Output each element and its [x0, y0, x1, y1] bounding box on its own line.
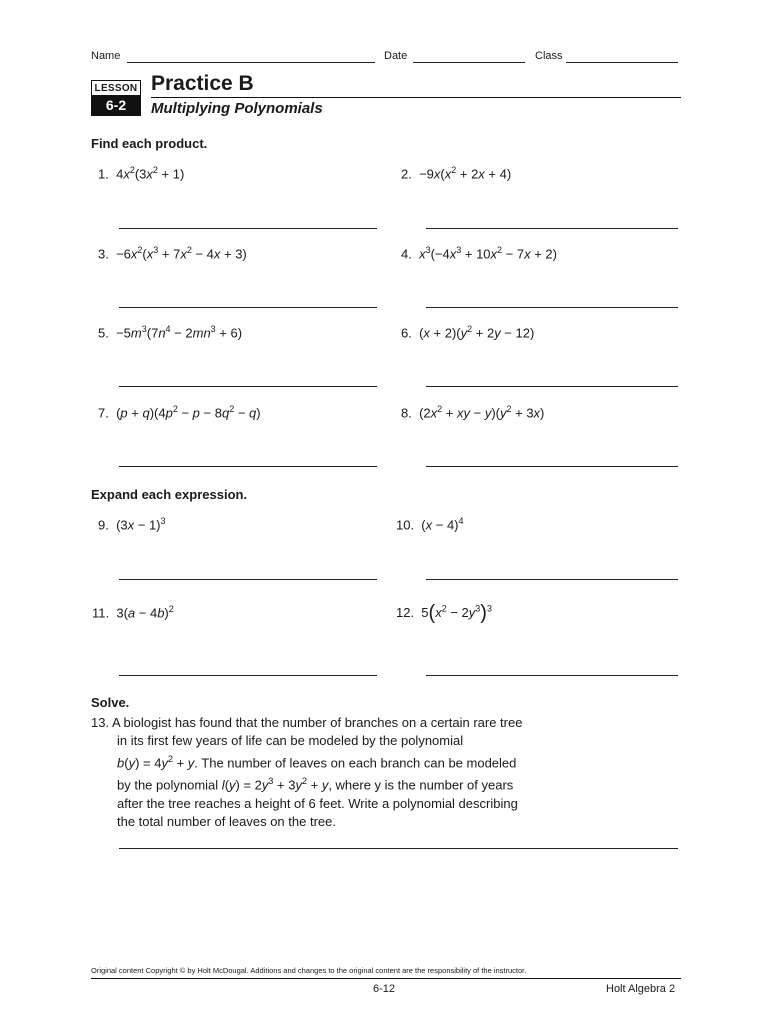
lesson-number: 6-2: [92, 95, 140, 115]
problem-number: 2.: [401, 166, 412, 182]
problem-13: [91, 714, 681, 831]
class-label: Class: [535, 50, 563, 62]
answer-line-2[interactable]: [426, 228, 678, 229]
problem-8: 8. ($2x^2$ + xy − $y)(y^2 + 3x)$: [401, 404, 545, 421]
answer-line-5[interactable]: [119, 386, 377, 387]
section-solve-heading: Solve.: [91, 695, 130, 710]
problem-13-line-1: A biologist has found that the number of branches on a certain rare tree: [111, 715, 523, 730]
problem-1: 1. $4x^2(3x^2 + 1)$: [98, 165, 185, 182]
name-label: Name: [91, 50, 121, 62]
answer-line-1[interactable]: [119, 228, 377, 229]
title-rule: [151, 97, 681, 98]
page-title: Practice B: [151, 72, 254, 95]
answer-line-11[interactable]: [119, 675, 377, 676]
problem-number: 9.: [98, 517, 109, 533]
lesson-badge: [91, 80, 141, 116]
problem-13-line-3-text: . The number of leaves on each branch can be modeled: [194, 755, 517, 771]
problem-7: 7. $(p + q)(4p^2 - p - 8q^2 - q)$: [98, 404, 261, 421]
problem-number: 12.: [396, 605, 415, 620]
problem-number: 11.: [92, 605, 110, 621]
answer-line-6[interactable]: [426, 386, 678, 387]
problem-number: 8.: [401, 405, 412, 421]
section-expand-heading: Expand each expression.: [91, 487, 248, 502]
problem-13-line-6: the total number of leaves on the tree.: [117, 813, 336, 829]
book-title: Holt Algebra 2: [606, 983, 676, 995]
problem-10: 10. $(x - 4)^4$: [396, 516, 464, 533]
problem-6: 6. $(x + 2)(y^2 + 2y - 12)$: [401, 324, 535, 341]
page-subtitle: Multiplying Polynomials: [151, 100, 323, 117]
answer-line-8[interactable]: [426, 466, 678, 467]
problem-13-line-4-tail: , where y is the number of years: [328, 777, 514, 793]
problem-number: 13.: [91, 715, 110, 730]
problem-13-line-4: by the polynomial $l(y) = 2y^3 + 3y^2 + y$, where y is the number of years: [117, 776, 514, 793]
page-number: 6-12: [373, 983, 396, 995]
problem-number: 4.: [401, 246, 412, 262]
problem-12: 12. $5(x^2 - 2y^3)^3$: [396, 602, 492, 624]
problem-number: 1.: [98, 166, 109, 182]
problem-4: 4. $x^3(-4x^3 + 10x^2 - 7x + 2)$: [401, 245, 557, 262]
copyright-notice: Original content Copyright © by Holt McDougal. Additions and changes to the original content are the responsibility of the instructor.: [91, 966, 527, 975]
name-field[interactable]: [127, 62, 375, 63]
answer-line-12[interactable]: [426, 675, 678, 676]
problem-2: 2. $-9x(x^2 + 2x + 4)$: [401, 165, 512, 182]
problem-13-line-2: in its first few years of life can be modeled by the polynomial: [117, 733, 464, 748]
answer-line-7[interactable]: [119, 466, 377, 467]
problem-3: 3. $-6x^2(x^3 + 7x^2 - 4x + 3)$: [98, 245, 247, 262]
problem-13-line-4-head: by the polynomial: [117, 777, 219, 793]
footer-rule: [91, 978, 681, 979]
problem-number: 6.: [401, 325, 412, 341]
problem-11: 11. $3(a - 4b)^2$: [92, 604, 174, 621]
date-label: Date: [384, 50, 408, 62]
problem-number: 7.: [98, 405, 109, 421]
problem-number: 3.: [98, 246, 109, 262]
problem-number: 10.: [396, 517, 415, 533]
problem-5: 5. $-5m^3(7n^4 - 2mn^3 + 6)$: [98, 324, 243, 341]
lesson-label: LESSON: [94, 83, 138, 94]
class-field[interactable]: [566, 62, 678, 63]
problem-13-line-3: $b(y) = 4y^2 + y$. The number of leaves on each branch can be modeled: [117, 754, 517, 771]
answer-line-3[interactable]: [119, 307, 377, 308]
problem-9: 9. $(3x - 1)^3$: [98, 516, 166, 533]
section-find-heading: Find each product.: [91, 136, 208, 151]
date-field[interactable]: [413, 62, 525, 63]
answer-line-10[interactable]: [426, 579, 678, 580]
answer-line-4[interactable]: [426, 307, 678, 308]
answer-line-9[interactable]: [119, 579, 377, 580]
problem-number: 5.: [98, 325, 109, 341]
answer-line-13[interactable]: [119, 848, 678, 849]
problem-13-line-5: after the tree reaches a height of 6 feet. Write a polynomial describing: [117, 795, 518, 811]
